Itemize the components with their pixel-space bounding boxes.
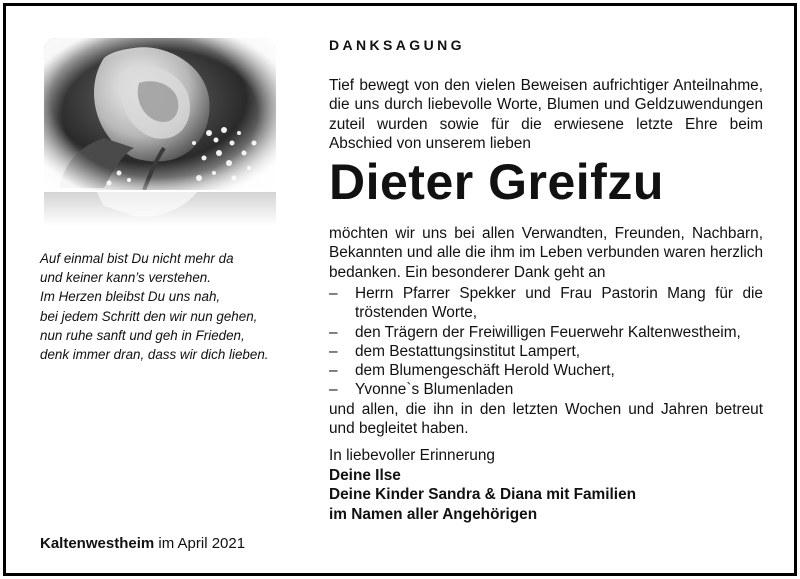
poem (40, 249, 290, 364)
rose-photo-icon (44, 38, 276, 190)
list-dash: – (329, 342, 338, 360)
place: Kaltenwestheim (40, 535, 155, 552)
list-item-text: den Trägern der Freiwilligen Feuerwehr Kaltenwestheim, (355, 323, 741, 341)
list-item-text: dem Blumengeschäft Herold Wuchert, (355, 362, 615, 380)
list-item-text: dem Bestattungsinstitut Lampert, (355, 342, 580, 360)
heading: DANKSAGUNG (329, 37, 465, 53)
list-item (329, 361, 763, 380)
signature-line: Deine Ilse (329, 467, 401, 484)
closing-text: und allen, die ihn in den letzten Wochen und Jahren betreut und begleitet haben. (329, 401, 763, 438)
poem-line: Auf einmal bist Du nicht mehr da (40, 251, 234, 266)
signature-line: im Namen aller Angehörigen (329, 505, 538, 523)
signature-line: Deine Kinder Sandra & Diana mit Familien (329, 486, 637, 504)
poem-line: bei jedem Schritt den wir nun gehen, (40, 308, 258, 324)
list-item-text: Yvonne`s Blumenladen (355, 381, 514, 399)
list-item (329, 380, 763, 399)
poem-line: Im Herzen bleibst Du uns nah, (40, 289, 221, 305)
date: im April 2021 (154, 535, 246, 552)
list-item (329, 323, 763, 342)
signatures (329, 466, 763, 524)
list-dash: – (329, 285, 338, 302)
poem-line: nun ruhe sanft und geh in Frieden, (40, 327, 245, 343)
list-dash: – (329, 323, 338, 341)
thanks-text: möchten wir uns bei allen Verwandten, Freunden, Nachbarn, Bekannten und alle die ihm im Leben verbunden waren herzlich bedanken. Ein besonderer Dank geht an (329, 225, 763, 281)
list-item (329, 342, 763, 361)
thanks-list (329, 284, 763, 400)
intro-text: Tief bewegt von den vielen Beweisen aufrichtiger Anteilnahme, die uns durch liebevolle Worte, Blumen und Geldzuwendungen zuteil wurden sowie für die erwiesene letzte Ehre beim Abschied von unserem lieben (329, 77, 763, 152)
list-dash: – (329, 362, 338, 380)
place-and-date (40, 535, 245, 552)
photo-reflection (44, 192, 276, 226)
poem-line: und keiner kann’s verstehen. (40, 270, 211, 286)
poem-line: denk immer dran, dass wir dich lieben. (40, 347, 269, 363)
deceased-name: Dieter Greifzu (329, 154, 664, 210)
list-item-text: Herrn Pfarrer Spekker und Frau Pastorin Mang für die tröstenden Worte, (355, 285, 763, 322)
list-item (329, 284, 763, 323)
list-dash: – (329, 381, 338, 399)
memory-text: In liebevoller Erinnerung (329, 447, 495, 464)
